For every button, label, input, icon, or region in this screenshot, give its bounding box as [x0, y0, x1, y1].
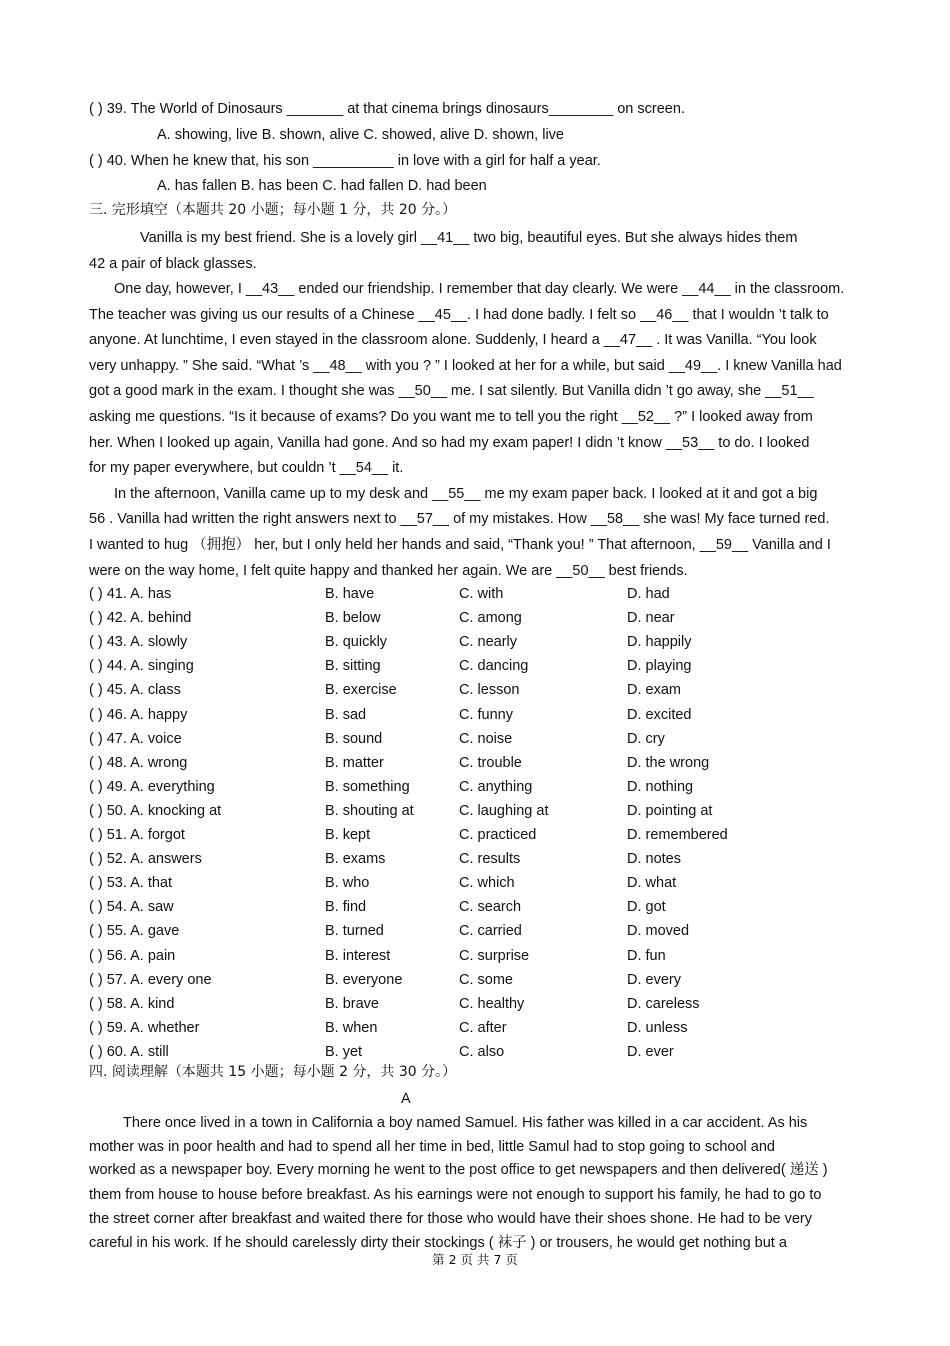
choice-c: C. trouble: [459, 754, 522, 771]
passage-line: In the afternoon, Vanilla came up to my desk and __55__ me my exam paper back. I looked at it and got a big: [114, 486, 818, 502]
reading-line: them from house to house before breakfast. As his earnings were not enough to support his family, he had to go to: [89, 1187, 822, 1203]
choice-b: B. everyone: [325, 971, 403, 988]
passage-line: were on the way home, I felt quite happy and thanked her again. We are __50__ best friends.: [89, 563, 688, 579]
choice-row: [89, 995, 849, 1013]
choice-n: ( ) 57. A. every one: [89, 971, 212, 988]
choice-n: ( ) 60. A. still: [89, 1043, 169, 1060]
choice-n: ( ) 44. A. singing: [89, 658, 194, 675]
choice-c: C. surprise: [459, 947, 530, 964]
reading-line: careful in his work. If he should carelessly dirty their stockings ( 袜子 ) or trousers, he would get nothing but a: [89, 1235, 787, 1251]
q40-stem: ( ) 40. When he knew that, his son __________ in love with a girl for half a year.: [89, 153, 601, 169]
choice-d: D. moved: [627, 923, 690, 940]
choice-row: [89, 1019, 849, 1037]
choice-b: B. when: [325, 1019, 378, 1036]
choice-d: D. pointing at: [627, 802, 713, 819]
choice-d: D. every: [627, 971, 681, 988]
choice-row: [89, 802, 849, 820]
choice-d: D. nothing: [627, 778, 694, 795]
choice-c: C. results: [459, 851, 521, 868]
page-footer: 第 2 页 共 7 页: [432, 1252, 518, 1267]
choice-d: D. cry: [627, 730, 665, 747]
choice-d: D. unless: [627, 1019, 688, 1036]
choice-d: D. had: [627, 586, 670, 602]
choice-row: [89, 730, 849, 748]
choice-d: D. careless: [627, 995, 700, 1012]
choice-c: C. some: [459, 971, 513, 988]
choice-b: B. kept: [325, 827, 371, 843]
passage-line: asking me questions. “Is it because of exams? Do you want me to tell you the right __52__ ?” I looked away from: [89, 409, 813, 425]
q40-options: A. has fallen B. has been C. had fallen D. had been: [157, 178, 487, 194]
choice-n: ( ) 41. A. has: [89, 586, 172, 602]
choice-n: ( ) 59. A. whether: [89, 1019, 200, 1036]
choice-b: B. who: [325, 875, 370, 892]
choice-n: ( ) 54. A. saw: [89, 899, 174, 916]
choice-b: B. find: [325, 899, 367, 916]
choice-d: D. fun: [627, 947, 666, 964]
choice-n: ( ) 45. A. class: [89, 682, 181, 699]
choice-b: B. sad: [325, 706, 367, 723]
choice-row: [89, 922, 849, 940]
choice-row: [89, 706, 849, 724]
passage-line: 42 a pair of black glasses.: [89, 256, 257, 272]
reading-line: There once lived in a town in California a boy named Samuel. His father was killed in a car accident. As his: [123, 1115, 808, 1131]
choice-d: D. notes: [627, 851, 681, 868]
q39-options: A. showing, live B. shown, alive C. showed, alive D. shown, live: [157, 127, 564, 143]
passage-line: Vanilla is my best friend. She is a lovely girl __41__ two big, beautiful eyes. But she always hides them: [140, 230, 798, 246]
choice-n: ( ) 56. A. pain: [89, 947, 176, 964]
choice-c: C. funny: [459, 706, 513, 723]
choice-row: [89, 778, 849, 796]
choice-b: B. exercise: [325, 682, 397, 699]
choice-row: [89, 850, 849, 868]
choice-d: D. exam: [627, 682, 681, 699]
choice-c: C. noise: [459, 730, 513, 747]
choice-d: D. near: [627, 610, 675, 627]
choice-b: B. shouting at: [325, 802, 414, 819]
passage-line: for my paper everywhere, but couldn ’t __54__ it.: [89, 460, 404, 476]
reading-line: worked as a newspaper boy. Every morning he went to the post office to get newspapers and then delivered( 递送 ): [89, 1162, 828, 1178]
choice-d: D. excited: [627, 706, 692, 723]
passage-line: One day, however, I __43__ ended our friendship. I remember that day clearly. We were __44__ in the classroom.: [114, 281, 845, 297]
passage-line: her. When I looked up again, Vanilla had gone. And so had my exam paper! I didn ’t know __53__ to do. I looked: [89, 435, 810, 451]
choice-b: B. exams: [325, 851, 386, 868]
choice-row: [89, 609, 849, 627]
passage-line: anyone. At lunchtime, I even stayed in the classroom alone. Suddenly, I heard a __47__ . It was Vanilla. “You look: [89, 332, 817, 348]
choice-n: ( ) 55. A. gave: [89, 923, 180, 940]
choice-n: ( ) 42. A. behind: [89, 610, 192, 627]
choice-row: [89, 898, 849, 916]
choice-c: C. after: [459, 1019, 507, 1036]
choice-b: B. matter: [325, 754, 384, 771]
choice-n: ( ) 51. A. forgot: [89, 827, 185, 843]
choice-b: B. yet: [325, 1043, 363, 1060]
choice-row: [89, 754, 849, 772]
choice-b: B. brave: [325, 995, 379, 1012]
reading-line: mother was in poor health and had to spend all her time in bed, little Samul had to stop going to school and: [89, 1139, 775, 1155]
choice-d: D. the wrong: [627, 754, 710, 771]
section3-title: 三. 完形填空（本题共 20 小题；每小题 1 分，共 20 分。）: [89, 202, 457, 218]
choice-n: ( ) 48. A. wrong: [89, 754, 188, 771]
choice-n: ( ) 53. A. that: [89, 875, 173, 892]
choice-d: D. ever: [627, 1043, 674, 1060]
choice-c: C. with: [459, 586, 504, 602]
choice-b: B. sitting: [325, 658, 381, 675]
choice-n: ( ) 58. A. kind: [89, 995, 175, 1012]
passage-line: 56 . Vanilla had written the right answers next to __57__ of my mistakes. How __58__ she was! My face turned red.: [89, 511, 830, 527]
section4-title: 四. 阅读理解（本题共 15 小题；每小题 2 分，共 30 分。）: [89, 1064, 457, 1080]
choice-d: D. remembered: [627, 827, 728, 843]
choice-b: B. turned: [325, 923, 384, 940]
choice-d: D. happily: [627, 634, 692, 651]
choice-c: C. anything: [459, 778, 533, 795]
choice-b: B. have: [325, 586, 375, 602]
choice-c: C. nearly: [459, 634, 518, 651]
choice-c: C. search: [459, 899, 522, 916]
choice-c: C. laughing at: [459, 802, 549, 819]
passage-line: The teacher was giving us our results of a Chinese __45__. I had done badly. I felt so __46__ that I wouldn ’t talk to: [89, 307, 829, 323]
choice-b: B. sound: [325, 730, 383, 747]
choice-row: [89, 1043, 849, 1061]
choice-c: C. practiced: [459, 827, 537, 843]
choice-c: C. dancing: [459, 658, 529, 675]
choice-d: D. playing: [627, 658, 692, 675]
choice-c: C. also: [459, 1043, 505, 1060]
choice-n: ( ) 43. A. slowly: [89, 634, 188, 651]
choice-c: C. healthy: [459, 995, 525, 1012]
choice-c: C. lesson: [459, 682, 520, 699]
choice-row: [89, 657, 849, 675]
choice-c: C. which: [459, 875, 515, 892]
reading-label: A: [401, 1091, 411, 1107]
choice-row: [89, 947, 849, 965]
choice-b: B. something: [325, 778, 410, 795]
choice-row: [89, 585, 849, 603]
choice-row: [89, 681, 849, 699]
choice-b: B. interest: [325, 947, 391, 964]
reading-line: the street corner after breakfast and waited there for those who would have their shoes shone. He had to be very: [89, 1211, 813, 1227]
choice-b: B. below: [325, 610, 381, 627]
choice-row: [89, 633, 849, 651]
choice-n: ( ) 50. A. knocking at: [89, 802, 222, 819]
choice-n: ( ) 47. A. voice: [89, 730, 182, 747]
choice-n: ( ) 49. A. everything: [89, 778, 215, 795]
passage-line: I wanted to hug （拥抱） her, but I only held her hands and said, “Thank you! ” That afternoon, __59__ Vanilla and I: [89, 537, 831, 553]
passage-line: very unhappy. ” She said. “What ’s __48__ with you ? ” I looked at her for a while, but said __49__. I knew Vanilla had: [89, 358, 842, 374]
choice-d: D. got: [627, 899, 666, 916]
choice-b: B. quickly: [325, 634, 388, 651]
choice-row: [89, 874, 849, 892]
passage-line: got a good mark in the exam. I thought she was __50__ me. I sat silently. But Vanilla didn ’t go away, she __51__: [89, 383, 814, 399]
choice-row: [89, 971, 849, 989]
choice-d: D. what: [627, 875, 677, 892]
choice-n: ( ) 46. A. happy: [89, 706, 188, 723]
choice-c: C. among: [459, 610, 522, 627]
q39-stem: ( ) 39. The World of Dinosaurs _______ at that cinema brings dinosaurs________ on screen.: [89, 101, 685, 117]
choice-c: C. carried: [459, 923, 522, 940]
choice-n: ( ) 52. A. answers: [89, 851, 202, 868]
choice-row: [89, 826, 849, 844]
